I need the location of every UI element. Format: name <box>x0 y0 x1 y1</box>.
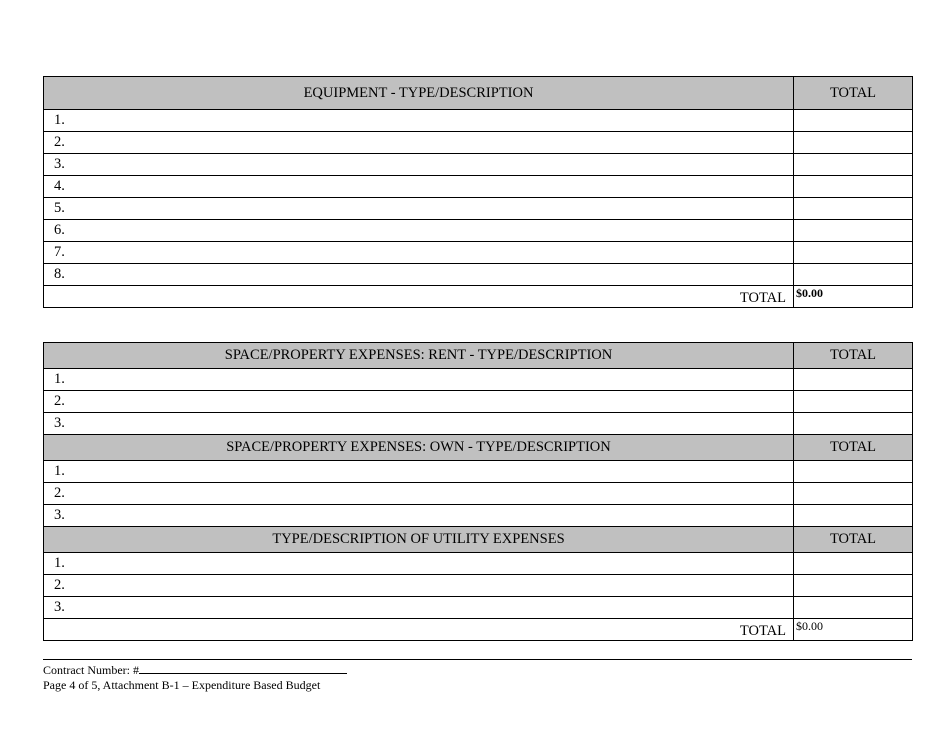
rent-row-label: 2. <box>44 391 794 413</box>
rent-header-total: TOTAL <box>794 343 913 369</box>
equipment-header-desc: EQUIPMENT - TYPE/DESCRIPTION <box>44 77 794 110</box>
equipment-row-total-cell[interactable] <box>794 110 913 132</box>
contract-number-blank[interactable] <box>139 661 347 674</box>
rent-row-label: 1. <box>44 369 794 391</box>
own-row-total-cell[interactable] <box>794 505 913 527</box>
equipment-row-total-cell[interactable] <box>794 242 913 264</box>
equipment-row-label: 8. <box>44 264 794 286</box>
utility-row-total-cell[interactable] <box>794 553 913 575</box>
rent-header-desc: SPACE/PROPERTY EXPENSES: RENT - TYPE/DESCRIPTION <box>44 343 794 369</box>
utility-row-label: 1. <box>44 553 794 575</box>
space-property-table <box>43 342 913 641</box>
equipment-row-total-cell[interactable] <box>794 154 913 176</box>
equipment-total-label: TOTAL <box>44 286 794 308</box>
equipment-header-total: TOTAL <box>794 77 913 110</box>
equipment-row-total-cell[interactable] <box>794 176 913 198</box>
own-row-label: 1. <box>44 461 794 483</box>
contract-number-label: Contract Number: # <box>43 663 139 677</box>
equipment-row-label: 4. <box>44 176 794 198</box>
equipment-row-label: 5. <box>44 198 794 220</box>
equipment-row-total-cell[interactable] <box>794 264 913 286</box>
own-row-total-cell[interactable] <box>794 483 913 505</box>
equipment-row-label: 6. <box>44 220 794 242</box>
equipment-total-value: $0.00 <box>794 286 913 308</box>
space-total-label: TOTAL <box>44 619 794 641</box>
rent-row-total-cell[interactable] <box>794 369 913 391</box>
contract-number-line <box>43 661 347 678</box>
utility-header-desc: TYPE/DESCRIPTION OF UTILITY EXPENSES <box>44 527 794 553</box>
equipment-row-total-cell[interactable] <box>794 198 913 220</box>
rent-row-total-cell[interactable] <box>794 391 913 413</box>
equipment-row-label: 7. <box>44 242 794 264</box>
own-row-label: 2. <box>44 483 794 505</box>
page-info: Page 4 of 5, Attachment B-1 – Expenditure Based Budget <box>43 678 321 692</box>
equipment-row-label: 3. <box>44 154 794 176</box>
utility-row-label: 2. <box>44 575 794 597</box>
equipment-row-label: 2. <box>44 132 794 154</box>
own-row-label: 3. <box>44 505 794 527</box>
rent-row-total-cell[interactable] <box>794 413 913 435</box>
own-header-total: TOTAL <box>794 435 913 461</box>
equipment-row-total-cell[interactable] <box>794 220 913 242</box>
utility-row-label: 3. <box>44 597 794 619</box>
equipment-row-total-cell[interactable] <box>794 132 913 154</box>
own-header-desc: SPACE/PROPERTY EXPENSES: OWN - TYPE/DESCRIPTION <box>44 435 794 461</box>
utility-row-total-cell[interactable] <box>794 575 913 597</box>
equipment-row-label: 1. <box>44 110 794 132</box>
own-row-total-cell[interactable] <box>794 461 913 483</box>
utility-header-total: TOTAL <box>794 527 913 553</box>
rent-row-label: 3. <box>44 413 794 435</box>
equipment-table <box>43 76 913 308</box>
page-footer <box>43 661 347 693</box>
utility-row-total-cell[interactable] <box>794 597 913 619</box>
footer-divider <box>43 659 912 660</box>
space-total-value: $0.00 <box>794 619 913 641</box>
